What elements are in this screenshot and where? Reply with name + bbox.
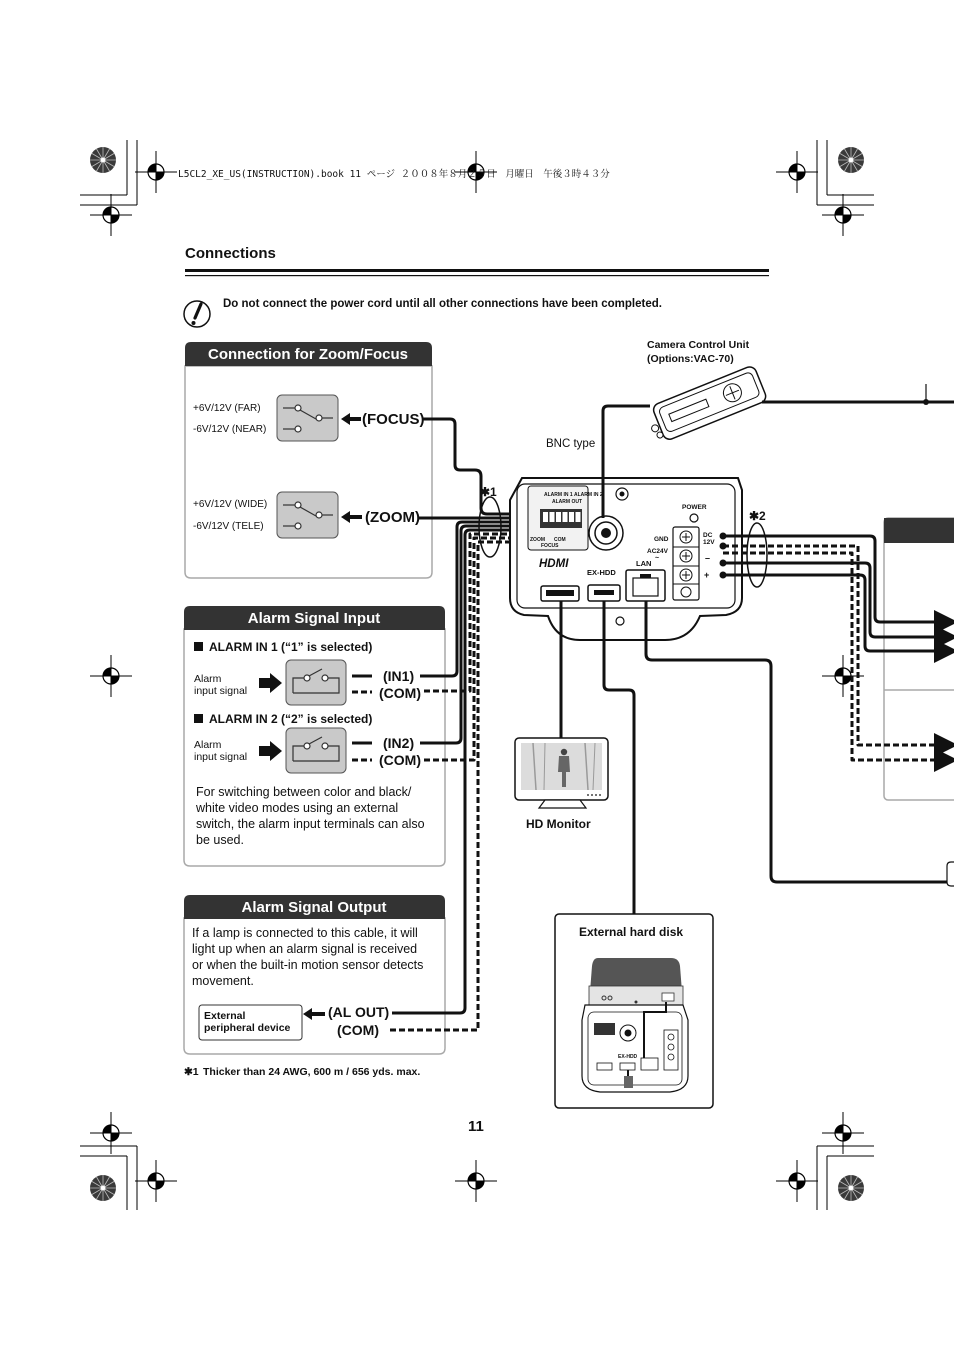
alarm-in2-signal-line2: input signal <box>194 751 248 763</box>
marker-2: ✱2 <box>749 509 766 523</box>
alarm-input-note-line: white video modes using an external <box>196 801 399 815</box>
zoom-label: (ZOOM) <box>365 509 420 526</box>
cable-group-marker <box>747 523 767 587</box>
alarm-in1-heading: ALARM IN 1 (“1” is selected) <box>209 640 373 654</box>
external-device-line1: External <box>204 1010 246 1022</box>
registration-mark-icon <box>90 147 116 173</box>
crosshair-mark-icon <box>776 1160 818 1202</box>
focus-label: (FOCUS) <box>362 411 425 428</box>
usb-port-icon <box>588 585 620 601</box>
panel-alarm-in2: ALARM IN 2 <box>574 492 603 498</box>
crosshair-mark-icon <box>822 194 864 236</box>
warning-text: Do not connect the power cord until all other connections have been completed. <box>223 298 662 310</box>
panel-zoom: ZOOM <box>530 537 545 543</box>
alarm-input-note-line: be used. <box>196 833 244 847</box>
alarm-output-panel <box>184 895 445 1054</box>
hdmi-logo: HDMI <box>539 558 569 570</box>
alarm-in2-switch-icon <box>286 728 346 773</box>
lan-port-icon <box>626 570 665 601</box>
alarm-in2-com-label: (COM) <box>379 752 421 768</box>
panel-ex-hdd: EX-HDD <box>587 568 616 577</box>
crosshair-mark-icon <box>90 655 132 697</box>
crosshair-mark-icon <box>455 1160 497 1202</box>
panel-ac-symbol: ~ <box>655 555 660 562</box>
panel-com: COM <box>554 537 566 543</box>
title-rule-thin <box>185 275 769 276</box>
al-out-label: (AL OUT) <box>328 1004 390 1020</box>
crosshair-mark-icon <box>135 151 177 193</box>
zoom-switch-icon <box>277 492 338 538</box>
external-device-line2: peripheral device <box>204 1022 291 1034</box>
panel-lan: LAN <box>636 559 652 568</box>
alarm-in1-signal-line1: Alarm <box>194 673 222 685</box>
crosshair-mark-icon <box>90 1112 132 1154</box>
power-terminal-icon <box>673 527 699 600</box>
focus-near-label: -6V/12V (NEAR) <box>193 424 267 435</box>
ccu-cable-dot <box>923 399 929 405</box>
caution-icon <box>184 301 210 327</box>
zoom-tele-label: -6V/12V (TELE) <box>193 521 264 532</box>
focus-far-label: +6V/12V (FAR) <box>193 403 261 414</box>
title-rule-thick <box>185 269 769 272</box>
alarm-in2-heading: ALARM IN 2 (“2” is selected) <box>209 712 373 726</box>
print-header: L5CL2_XE_US(INSTRUCTION).book 11 ページ ２００８年８月２５日 月曜日 午後３時４３分 <box>178 169 610 180</box>
alarm-input-panel <box>184 606 445 866</box>
bullet-square <box>194 642 203 651</box>
camera-rear-panel <box>510 478 742 640</box>
registration-mark-icon <box>90 1175 116 1201</box>
alarm-in1-signal-line2: input signal <box>194 685 248 697</box>
alarm-in1-label: (IN1) <box>383 668 415 684</box>
hdmi-port-icon <box>541 586 579 601</box>
alarm-input-note-line: switch, the alarm input terminals can also <box>196 817 425 831</box>
ccu-label-line2: (Options:VAC-70) <box>647 353 734 365</box>
alarm-output-text-line: light up when an alarm signal is received <box>192 942 418 956</box>
registration-mark-icon <box>838 1175 864 1201</box>
alarm-output-title: Alarm Signal Output <box>241 899 387 916</box>
external-hdd-title: External hard disk <box>579 925 684 939</box>
hard-disk-icon <box>589 958 683 1005</box>
page-number: 11 <box>468 1118 484 1135</box>
panel-alarm-out: ALARM OUT <box>552 499 582 505</box>
ccu-label-line1: Camera Control Unit <box>647 339 750 351</box>
panel-ac: AC24V <box>647 548 668 555</box>
crosshair-mark-icon <box>822 1112 864 1154</box>
alarm-in1-com-label: (COM) <box>379 685 421 701</box>
crosshair-mark-icon <box>135 1160 177 1202</box>
panel-dc-line2: 12V <box>703 539 715 546</box>
external-hdd-panel <box>555 914 713 1108</box>
bullet-square <box>194 714 203 723</box>
panel-plus: + <box>704 570 710 580</box>
bnc-type-label: BNC type <box>546 438 596 450</box>
footnote-mark: ✱1 <box>184 1066 199 1078</box>
panel-power: POWER <box>682 504 707 511</box>
panel-dc-line1: DC <box>703 532 713 539</box>
section-title: Connections <box>185 245 276 262</box>
alarm-in1-switch-icon <box>286 660 346 705</box>
zoom-focus-title: Connection for Zoom/Focus <box>208 346 408 363</box>
alarm-output-text-line: or when the built-in motion sensor detects <box>192 958 424 972</box>
al-com-label: (COM) <box>337 1022 379 1038</box>
alarm-output-text-line: If a lamp is connected to this cable, it will <box>192 926 418 940</box>
lan-device-icon <box>947 862 954 886</box>
alarm-input-title: Alarm Signal Input <box>247 610 381 627</box>
hd-monitor-label: HD Monitor <box>526 817 591 831</box>
alarm-in2-label: (IN2) <box>383 735 415 751</box>
camera-control-unit-icon <box>644 365 768 445</box>
panel-gnd: GND <box>654 536 669 543</box>
camera-rear-panel-small <box>582 1002 688 1092</box>
right-partial-panel <box>884 518 954 800</box>
panel-minus: – <box>705 553 711 563</box>
zoom-wide-label: +6V/12V (WIDE) <box>193 499 268 510</box>
panel-alarm-in1: ALARM IN 1 <box>544 492 573 498</box>
footnote-text: Thicker than 24 AWG, 600 m / 656 yds. max. <box>203 1066 421 1078</box>
bnc-connector-icon <box>589 516 623 550</box>
alarm-in2-signal-line1: Alarm <box>194 739 222 751</box>
alarm-output-text-line: movement. <box>192 974 254 988</box>
panel-focus: FOCUS <box>541 543 559 549</box>
marker-1: ✱1 <box>480 485 497 499</box>
crosshair-mark-icon <box>90 194 132 236</box>
external-hdd-port-label: EX-HDD <box>618 1054 638 1060</box>
focus-switch-icon <box>277 395 338 441</box>
registration-mark-icon <box>838 147 864 173</box>
zoom-focus-panel <box>185 342 432 578</box>
alarm-input-note-line: For switching between color and black/ <box>196 785 412 799</box>
hd-monitor-icon <box>515 738 608 808</box>
crosshair-mark-icon <box>776 151 818 193</box>
